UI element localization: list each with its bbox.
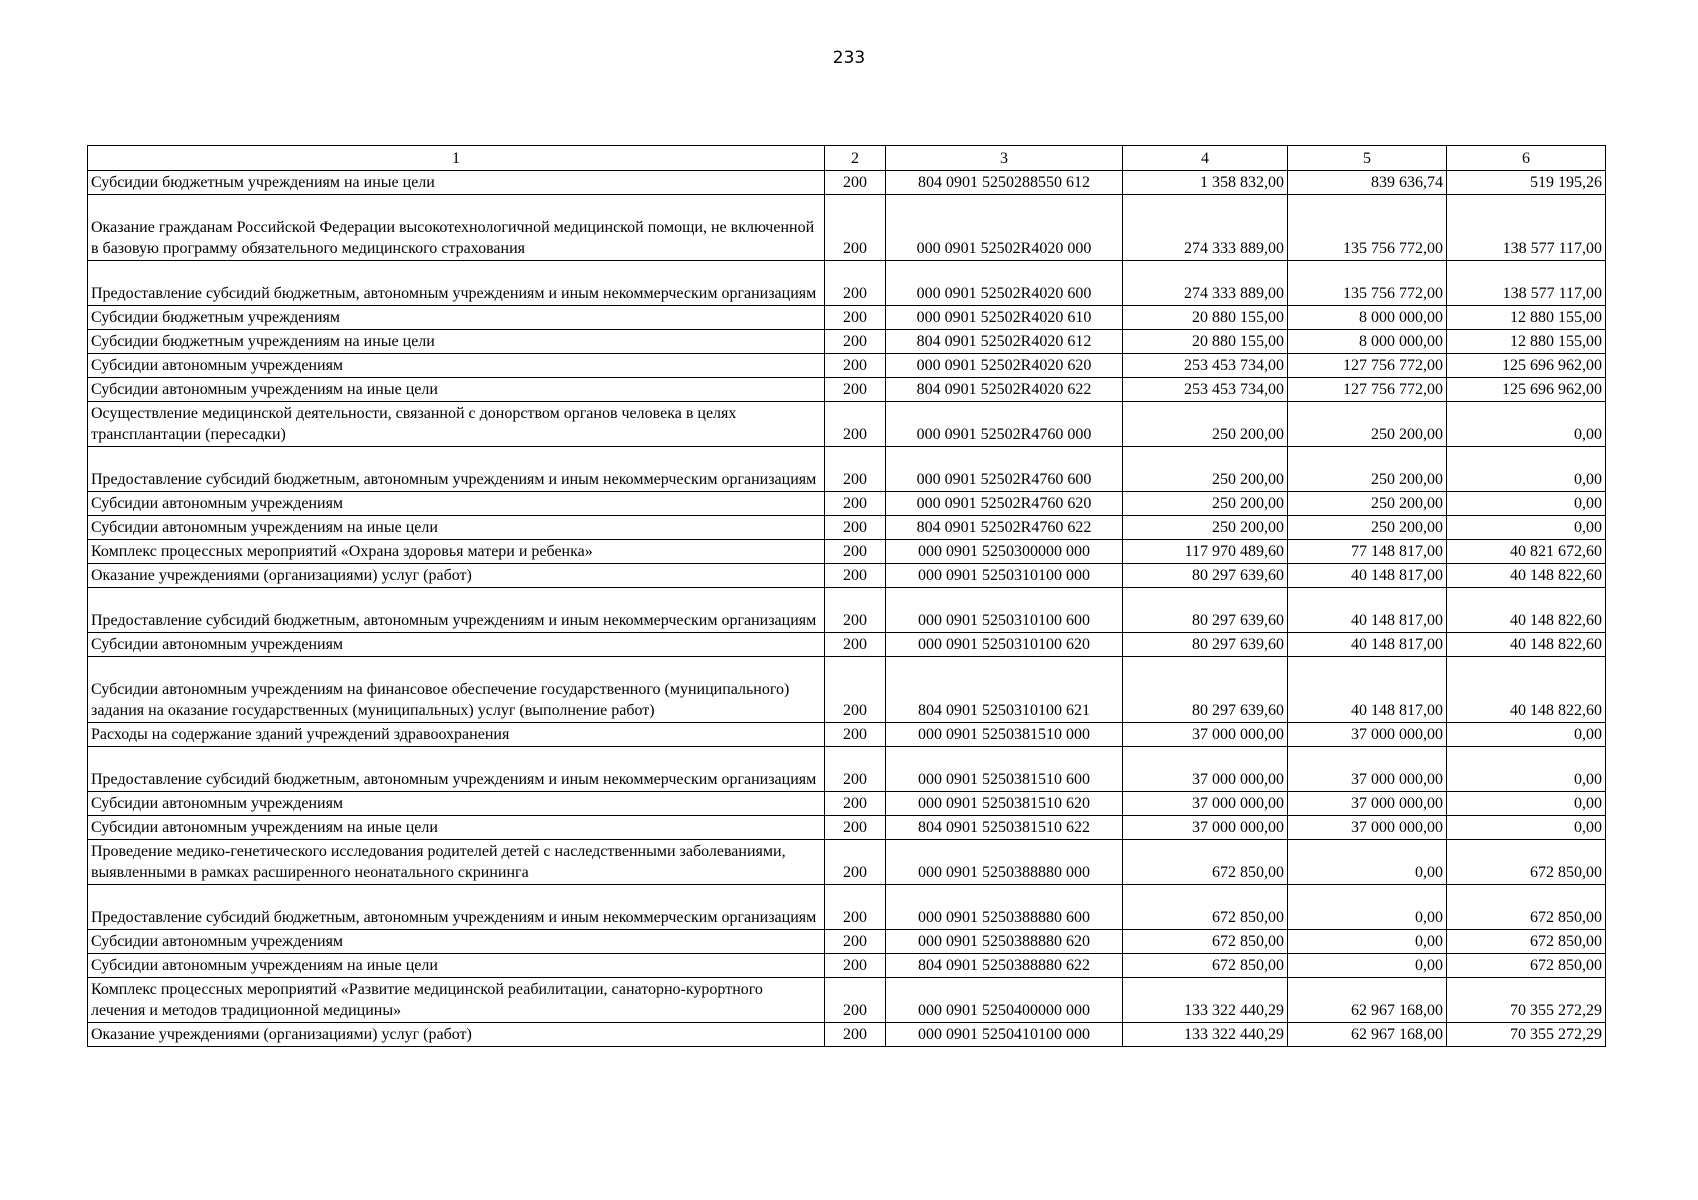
row-amount-total: 133 322 440,29 [1123, 1023, 1288, 1047]
row-amount-executed: 62 967 168,00 [1288, 978, 1447, 1023]
table-row [88, 402, 1606, 447]
table-row [88, 171, 1606, 195]
row-name: Предоставление субсидий бюджетным, автономным учреждениям и иным некоммерческим организациям [88, 747, 825, 792]
row-classifier: 804 0901 5250388880 622 [886, 954, 1123, 978]
row-name: Предоставление субсидий бюджетным, автономным учреждениям и иным некоммерческим организациям [88, 885, 825, 930]
row-amount-remaining: 138 577 117,00 [1447, 261, 1606, 306]
row-amount-total: 37 000 000,00 [1123, 816, 1288, 840]
table-row [88, 564, 1606, 588]
row-classifier: 000 0901 5250381510 000 [886, 723, 1123, 747]
table-row [88, 792, 1606, 816]
row-classifier: 000 0901 52502R4020 600 [886, 261, 1123, 306]
row-code: 200 [825, 564, 886, 588]
row-code: 200 [825, 195, 886, 261]
row-code: 200 [825, 261, 886, 306]
row-amount-remaining: 0,00 [1447, 402, 1606, 447]
column-header: 3 [886, 146, 1123, 171]
row-amount-total: 253 453 734,00 [1123, 378, 1288, 402]
row-code: 200 [825, 354, 886, 378]
table-row [88, 540, 1606, 564]
column-header: 1 [88, 146, 825, 171]
row-classifier: 804 0901 52502R4020 622 [886, 378, 1123, 402]
row-classifier: 000 0901 52502R4020 000 [886, 195, 1123, 261]
row-amount-remaining: 0,00 [1447, 792, 1606, 816]
row-name: Субсидии автономным учреждениям [88, 792, 825, 816]
row-amount-executed: 62 967 168,00 [1288, 1023, 1447, 1047]
table-row [88, 306, 1606, 330]
row-amount-total: 20 880 155,00 [1123, 330, 1288, 354]
row-amount-remaining: 138 577 117,00 [1447, 195, 1606, 261]
row-classifier: 000 0901 5250410100 000 [886, 1023, 1123, 1047]
table-row [88, 1023, 1606, 1047]
table-row [88, 588, 1606, 633]
table-row [88, 261, 1606, 306]
budget-table [87, 145, 1606, 1047]
row-name: Субсидии автономным учреждениям [88, 492, 825, 516]
row-amount-remaining: 70 355 272,29 [1447, 1023, 1606, 1047]
row-code: 200 [825, 930, 886, 954]
row-code: 200 [825, 492, 886, 516]
row-amount-total: 80 297 639,60 [1123, 633, 1288, 657]
row-amount-remaining: 672 850,00 [1447, 885, 1606, 930]
row-amount-total: 274 333 889,00 [1123, 261, 1288, 306]
row-amount-executed: 0,00 [1288, 954, 1447, 978]
row-amount-remaining: 0,00 [1447, 447, 1606, 492]
row-amount-total: 37 000 000,00 [1123, 723, 1288, 747]
row-name: Оказание учреждениями (организациями) услуг (работ) [88, 564, 825, 588]
row-classifier: 804 0901 52502R4760 622 [886, 516, 1123, 540]
row-classifier: 000 0901 5250388880 600 [886, 885, 1123, 930]
row-name: Субсидии автономным учреждениям [88, 354, 825, 378]
table-row [88, 978, 1606, 1023]
row-amount-total: 20 880 155,00 [1123, 306, 1288, 330]
row-amount-executed: 135 756 772,00 [1288, 261, 1447, 306]
row-amount-executed: 250 200,00 [1288, 447, 1447, 492]
row-classifier: 000 0901 5250310100 600 [886, 588, 1123, 633]
row-amount-executed: 250 200,00 [1288, 402, 1447, 447]
row-amount-total: 672 850,00 [1123, 930, 1288, 954]
row-name: Оказание учреждениями (организациями) услуг (работ) [88, 1023, 825, 1047]
row-amount-remaining: 519 195,26 [1447, 171, 1606, 195]
row-amount-executed: 0,00 [1288, 885, 1447, 930]
row-amount-executed: 250 200,00 [1288, 492, 1447, 516]
row-classifier: 000 0901 5250388880 620 [886, 930, 1123, 954]
table-row [88, 354, 1606, 378]
row-code: 200 [825, 588, 886, 633]
row-classifier: 000 0901 5250381510 600 [886, 747, 1123, 792]
row-classifier: 000 0901 52502R4020 610 [886, 306, 1123, 330]
row-classifier: 000 0901 52502R4760 600 [886, 447, 1123, 492]
table-header-row [88, 146, 1606, 171]
row-code: 200 [825, 792, 886, 816]
row-amount-executed: 8 000 000,00 [1288, 306, 1447, 330]
table-row [88, 330, 1606, 354]
row-amount-executed: 77 148 817,00 [1288, 540, 1447, 564]
row-amount-remaining: 40 821 672,60 [1447, 540, 1606, 564]
row-name: Субсидии бюджетным учреждениям на иные цели [88, 171, 825, 195]
row-amount-total: 80 297 639,60 [1123, 588, 1288, 633]
row-amount-total: 250 200,00 [1123, 492, 1288, 516]
row-classifier: 000 0901 5250388880 000 [886, 840, 1123, 885]
row-code: 200 [825, 633, 886, 657]
table-row [88, 492, 1606, 516]
row-name: Проведение медико-генетического исследования родителей детей с наследственными заболеваниями, выявленными в рамках расширенного неонатального скрининга [88, 840, 825, 885]
row-classifier: 804 0901 5250288550 612 [886, 171, 1123, 195]
row-classifier: 000 0901 5250310100 620 [886, 633, 1123, 657]
row-code: 200 [825, 747, 886, 792]
row-amount-remaining: 672 850,00 [1447, 930, 1606, 954]
row-amount-total: 133 322 440,29 [1123, 978, 1288, 1023]
row-amount-executed: 250 200,00 [1288, 516, 1447, 540]
row-amount-executed: 40 148 817,00 [1288, 564, 1447, 588]
table-row [88, 195, 1606, 261]
row-amount-remaining: 672 850,00 [1447, 840, 1606, 885]
row-amount-remaining: 0,00 [1447, 816, 1606, 840]
table-row [88, 378, 1606, 402]
row-amount-total: 672 850,00 [1123, 954, 1288, 978]
row-amount-remaining: 40 148 822,60 [1447, 633, 1606, 657]
row-amount-executed: 8 000 000,00 [1288, 330, 1447, 354]
row-amount-total: 37 000 000,00 [1123, 747, 1288, 792]
row-amount-executed: 37 000 000,00 [1288, 816, 1447, 840]
row-amount-executed: 0,00 [1288, 840, 1447, 885]
row-amount-executed: 40 148 817,00 [1288, 633, 1447, 657]
row-name: Субсидии автономным учреждениям на иные цели [88, 816, 825, 840]
row-code: 200 [825, 330, 886, 354]
row-amount-remaining: 40 148 822,60 [1447, 588, 1606, 633]
row-amount-remaining: 12 880 155,00 [1447, 330, 1606, 354]
row-classifier: 804 0901 52502R4020 612 [886, 330, 1123, 354]
row-amount-total: 37 000 000,00 [1123, 792, 1288, 816]
column-header: 4 [1123, 146, 1288, 171]
table-row [88, 516, 1606, 540]
row-code: 200 [825, 885, 886, 930]
row-amount-executed: 135 756 772,00 [1288, 195, 1447, 261]
row-amount-total: 80 297 639,60 [1123, 564, 1288, 588]
row-amount-executed: 40 148 817,00 [1288, 657, 1447, 723]
table-row [88, 930, 1606, 954]
table-row [88, 747, 1606, 792]
table-row [88, 840, 1606, 885]
row-classifier: 000 0901 52502R4020 620 [886, 354, 1123, 378]
row-amount-remaining: 0,00 [1447, 723, 1606, 747]
row-amount-executed: 127 756 772,00 [1288, 378, 1447, 402]
row-code: 200 [825, 978, 886, 1023]
row-amount-remaining: 40 148 822,60 [1447, 564, 1606, 588]
row-amount-executed: 37 000 000,00 [1288, 792, 1447, 816]
table-row [88, 723, 1606, 747]
row-classifier: 000 0901 5250400000 000 [886, 978, 1123, 1023]
row-classifier: 000 0901 5250300000 000 [886, 540, 1123, 564]
row-name: Субсидии автономным учреждениям [88, 930, 825, 954]
row-code: 200 [825, 723, 886, 747]
row-name: Субсидии автономным учреждениям [88, 633, 825, 657]
column-header: 5 [1288, 146, 1447, 171]
table-row [88, 816, 1606, 840]
row-code: 200 [825, 171, 886, 195]
row-amount-remaining: 40 148 822,60 [1447, 657, 1606, 723]
row-amount-remaining: 70 355 272,29 [1447, 978, 1606, 1023]
row-name: Субсидии автономным учреждениям на иные цели [88, 954, 825, 978]
row-classifier: 000 0901 5250310100 000 [886, 564, 1123, 588]
row-amount-remaining: 0,00 [1447, 492, 1606, 516]
row-classifier: 000 0901 52502R4760 000 [886, 402, 1123, 447]
row-amount-remaining: 672 850,00 [1447, 954, 1606, 978]
row-name: Субсидии автономным учреждениям на иные цели [88, 516, 825, 540]
row-code: 200 [825, 306, 886, 330]
table-row [88, 657, 1606, 723]
row-classifier: 804 0901 5250381510 622 [886, 816, 1123, 840]
row-classifier: 000 0901 5250381510 620 [886, 792, 1123, 816]
row-name: Предоставление субсидий бюджетным, автономным учреждениям и иным некоммерческим организациям [88, 588, 825, 633]
row-amount-executed: 40 148 817,00 [1288, 588, 1447, 633]
row-amount-total: 250 200,00 [1123, 402, 1288, 447]
row-amount-executed: 0,00 [1288, 930, 1447, 954]
row-code: 200 [825, 1023, 886, 1047]
row-name: Субсидии бюджетным учреждениям на иные цели [88, 330, 825, 354]
row-name: Субсидии автономным учреждениям на иные цели [88, 378, 825, 402]
row-code: 200 [825, 816, 886, 840]
row-name: Расходы на содержание зданий учреждений здравоохранения [88, 723, 825, 747]
page-number: 233 [832, 48, 866, 68]
table-row [88, 885, 1606, 930]
row-amount-remaining: 12 880 155,00 [1447, 306, 1606, 330]
row-amount-executed: 37 000 000,00 [1288, 723, 1447, 747]
row-classifier: 000 0901 52502R4760 620 [886, 492, 1123, 516]
row-amount-total: 250 200,00 [1123, 516, 1288, 540]
row-amount-remaining: 125 696 962,00 [1447, 378, 1606, 402]
column-header: 6 [1447, 146, 1606, 171]
row-amount-total: 1 358 832,00 [1123, 171, 1288, 195]
row-code: 200 [825, 954, 886, 978]
row-name: Субсидии бюджетным учреждениям [88, 306, 825, 330]
row-amount-total: 253 453 734,00 [1123, 354, 1288, 378]
row-amount-total: 274 333 889,00 [1123, 195, 1288, 261]
row-amount-total: 80 297 639,60 [1123, 657, 1288, 723]
row-code: 200 [825, 840, 886, 885]
row-name: Осуществление медицинской деятельности, связанной с донорством органов человека в целях трансплантации (пересадки) [88, 402, 825, 447]
row-name: Предоставление субсидий бюджетным, автономным учреждениям и иным некоммерческим организациям [88, 261, 825, 306]
table-row [88, 633, 1606, 657]
row-code: 200 [825, 657, 886, 723]
row-code: 200 [825, 378, 886, 402]
row-amount-total: 672 850,00 [1123, 840, 1288, 885]
row-amount-remaining: 125 696 962,00 [1447, 354, 1606, 378]
row-name: Комплекс процессных мероприятий «Развитие медицинской реабилитации, санаторно-курортного лечения и методов традиционной медицины» [88, 978, 825, 1023]
row-amount-executed: 37 000 000,00 [1288, 747, 1447, 792]
row-name: Предоставление субсидий бюджетным, автономным учреждениям и иным некоммерческим организациям [88, 447, 825, 492]
row-code: 200 [825, 402, 886, 447]
row-code: 200 [825, 447, 886, 492]
row-name: Субсидии автономным учреждениям на финансовое обеспечение государственного (муниципального) задания на оказание государственных (муниципальных) услуг (выполнение работ) [88, 657, 825, 723]
row-amount-executed: 127 756 772,00 [1288, 354, 1447, 378]
row-name: Комплекс процессных мероприятий «Охрана здоровья матери и ребенка» [88, 540, 825, 564]
row-amount-remaining: 0,00 [1447, 516, 1606, 540]
row-code: 200 [825, 540, 886, 564]
row-amount-remaining: 0,00 [1447, 747, 1606, 792]
table-row [88, 954, 1606, 978]
row-code: 200 [825, 516, 886, 540]
row-name: Оказание гражданам Российской Федерации высокотехнологичной медицинской помощи, не включенной в базовую программу обязательного медицинского страхования [88, 195, 825, 261]
row-amount-total: 117 970 489,60 [1123, 540, 1288, 564]
row-amount-executed: 839 636,74 [1288, 171, 1447, 195]
row-classifier: 804 0901 5250310100 621 [886, 657, 1123, 723]
row-amount-total: 672 850,00 [1123, 885, 1288, 930]
row-amount-total: 250 200,00 [1123, 447, 1288, 492]
table-row [88, 447, 1606, 492]
column-header: 2 [825, 146, 886, 171]
